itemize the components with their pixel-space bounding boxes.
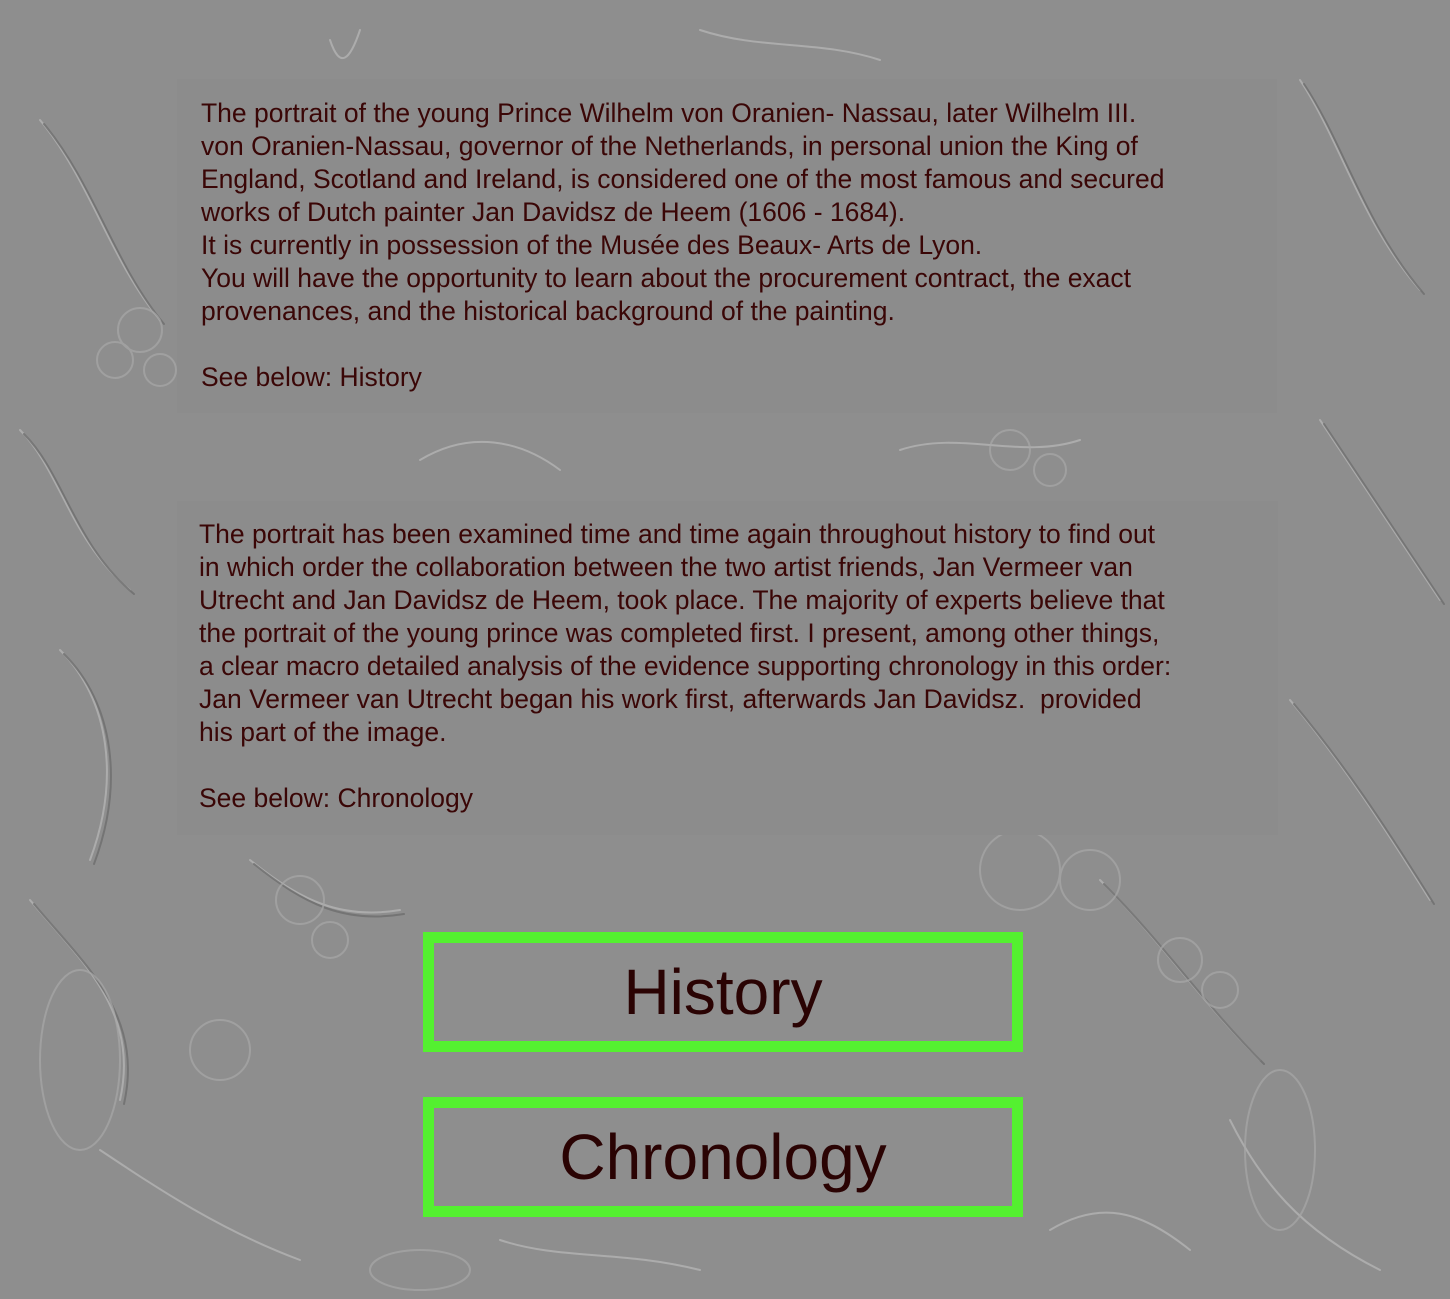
chronology-line: a clear macro detailed analysis of the evidence supporting chronology in this order:: [199, 651, 1172, 681]
intro-paragraph: [201, 97, 1257, 328]
chronology-paragraph: [199, 518, 1258, 749]
chronology-line: Utrecht and Jan Davidsz de Heem, took place. The majority of experts believe that: [199, 585, 1165, 615]
intro-line: von Oranien-Nassau, governor of the Netherlands, in personal union the King of: [201, 131, 1138, 161]
intro-line: England, Scotland and Ireland, is considered one of the most famous and secured: [201, 164, 1165, 194]
chronology-text-panel: [177, 501, 1278, 835]
history-button-label: History: [623, 956, 823, 1028]
intro-line: The portrait of the young Prince Wilhelm von Oranien- Nassau, later Wilhelm III.: [201, 98, 1137, 128]
chronology-button-label: Chronology: [559, 1121, 887, 1193]
chronology-line: The portrait has been examined time and time again throughout history to find out: [199, 519, 1156, 549]
chronology-line: his part of the image.: [199, 717, 447, 747]
chronology-button[interactable]: [423, 1097, 1023, 1217]
chronology-line: in which order the collaboration between the two artist friends, Jan Vermeer van: [199, 552, 1133, 582]
intro-see-below: See below: History: [201, 362, 422, 392]
intro-line: You will have the opportunity to learn about the procurement contract, the exact: [201, 263, 1132, 293]
chronology-line: the portrait of the young prince was completed first. I present, among other things,: [199, 618, 1160, 648]
chronology-line: Jan Vermeer van Utrecht began his work first, afterwards Jan Davidsz. provided: [199, 684, 1142, 714]
intro-line: works of Dutch painter Jan Davidsz de Heem (1606 - 1684).: [201, 197, 906, 227]
intro-line: It is currently in possession of the Musée des Beaux- Arts de Lyon.: [201, 230, 983, 260]
history-button[interactable]: [423, 932, 1023, 1052]
intro-line: provenances, and the historical background of the painting.: [201, 296, 895, 326]
intro-text-panel: [177, 79, 1277, 413]
chronology-see-below: See below: Chronology: [199, 783, 474, 813]
